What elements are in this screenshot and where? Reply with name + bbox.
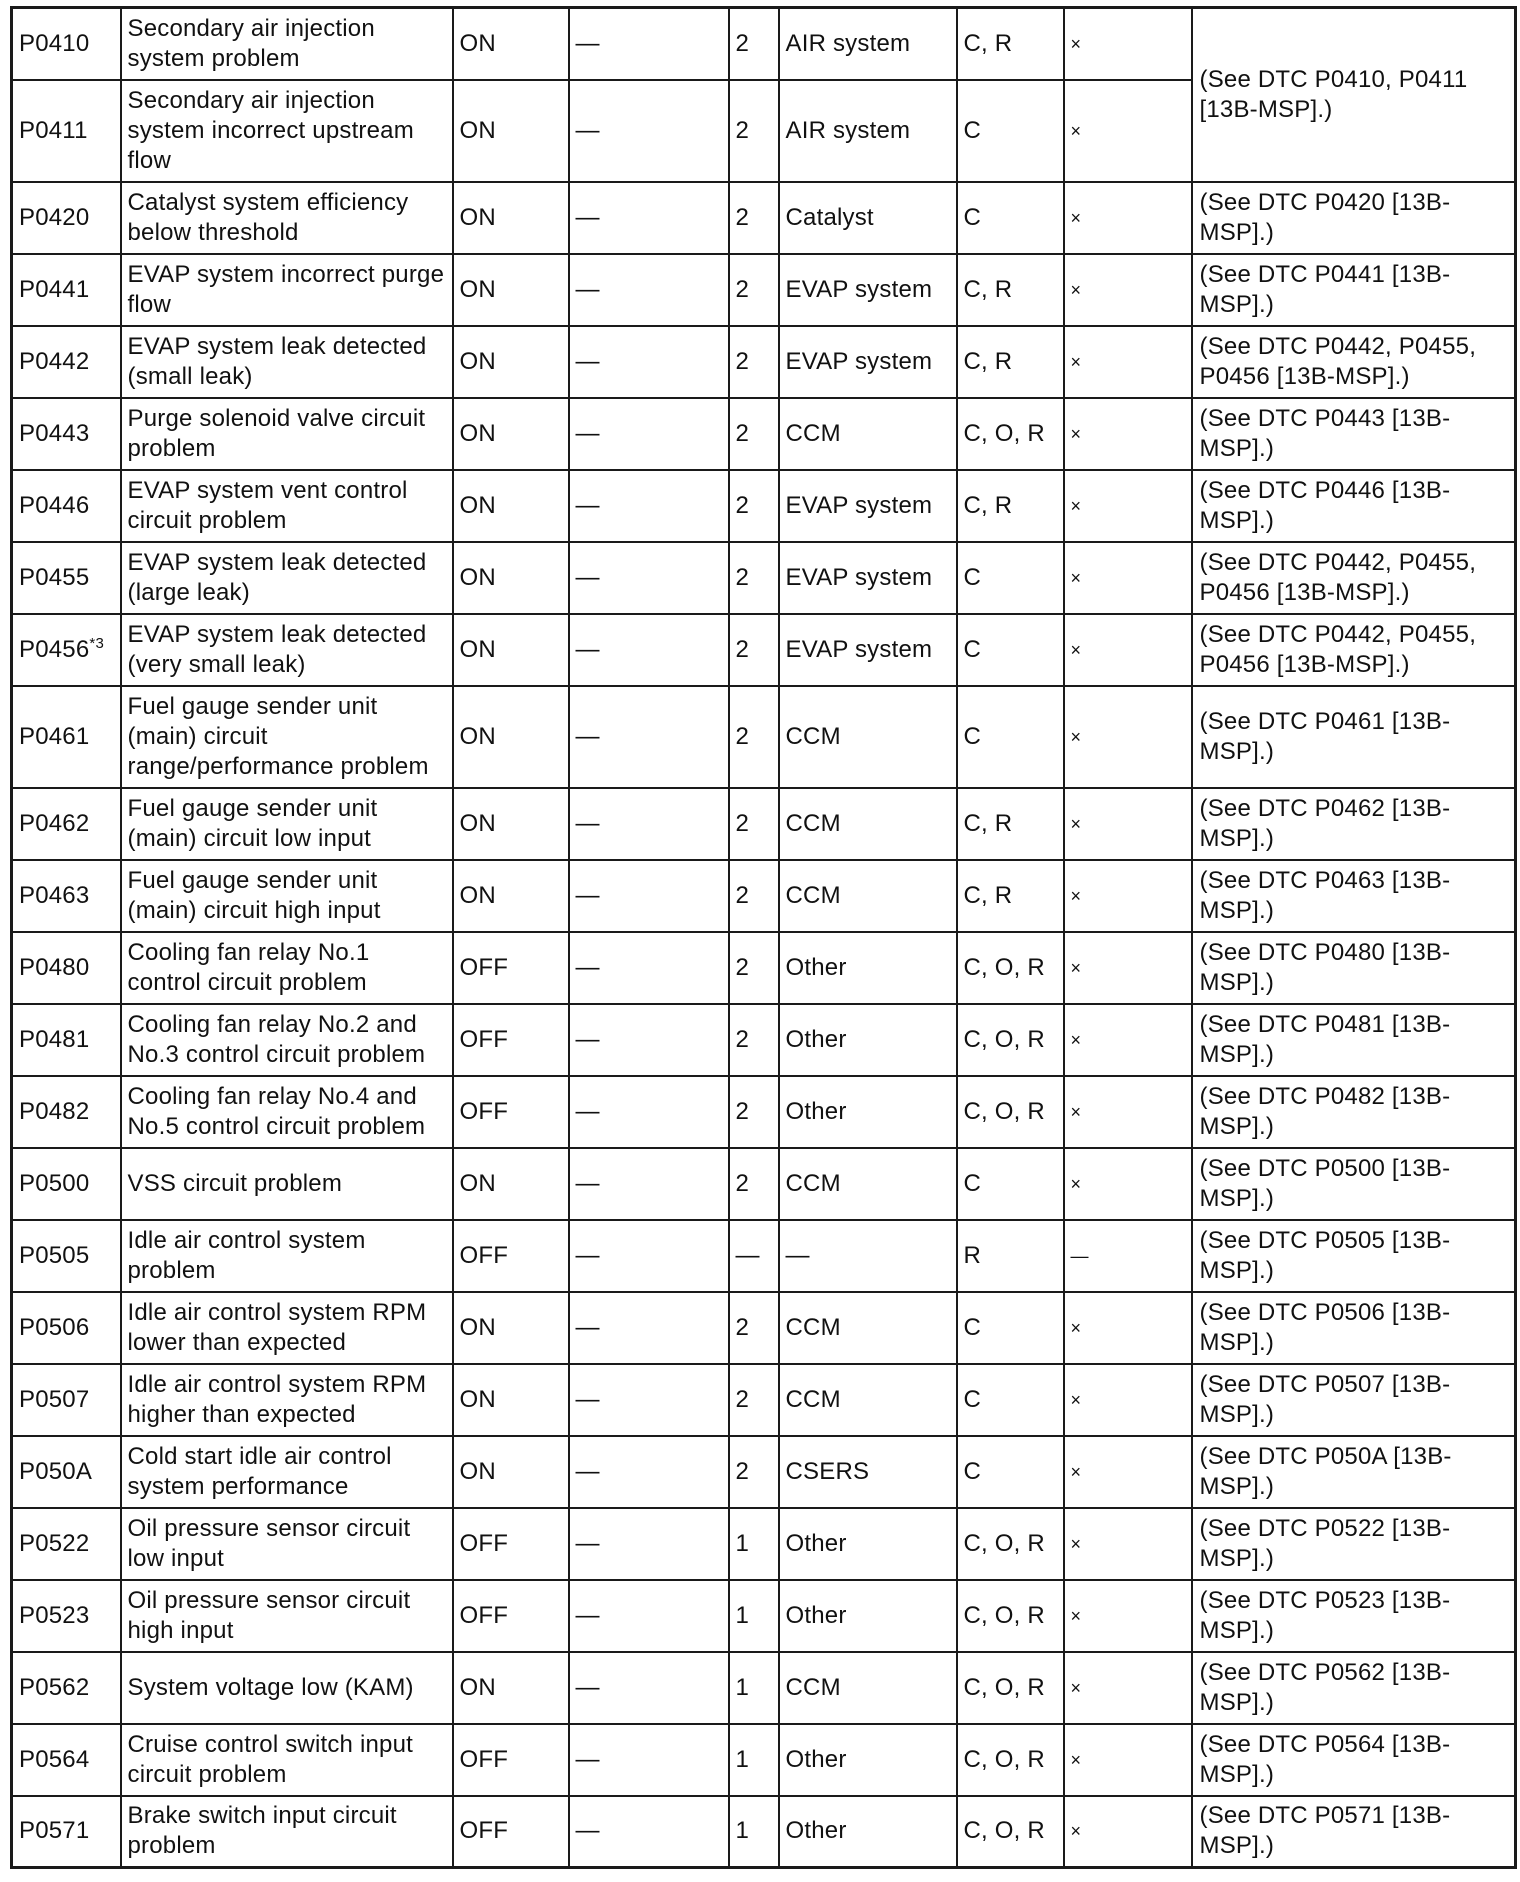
- dc-cell: —: [569, 1508, 729, 1580]
- dc-cell: —: [569, 326, 729, 398]
- trip-cell: 2: [729, 1292, 779, 1364]
- dc-cell: —: [569, 1436, 729, 1508]
- memory-function-cell: C: [957, 1436, 1064, 1508]
- dc-cell: —: [569, 182, 729, 254]
- simulation-cell: —: [1064, 1220, 1192, 1292]
- mil-cell: ON: [453, 80, 569, 182]
- dtc-code: P0500: [19, 1169, 90, 1197]
- memory-function-cell: C, R: [957, 860, 1064, 932]
- dtc-code: P050A: [19, 1457, 93, 1485]
- dc-cell: —: [569, 542, 729, 614]
- table-row: [12, 8, 1516, 80]
- dtc-code: P0455: [19, 563, 90, 591]
- simulation-cell: ×: [1064, 1292, 1192, 1364]
- simulation-cell: ×: [1064, 932, 1192, 1004]
- monitor-item-cell: Other: [779, 1004, 957, 1076]
- condition-cell: EVAP system leak detected (small leak): [121, 326, 453, 398]
- mil-cell: OFF: [453, 1580, 569, 1652]
- monitor-item-cell: Other: [779, 932, 957, 1004]
- dc-cell: —: [569, 470, 729, 542]
- memory-function-cell: C, R: [957, 470, 1064, 542]
- see-page-cell: (See DTC P0562 [13B-MSP].): [1192, 1652, 1516, 1724]
- memory-function-cell: C, O, R: [957, 1580, 1064, 1652]
- dtc-code-cell: [12, 1652, 121, 1724]
- mil-cell: ON: [453, 470, 569, 542]
- dtc-table-body: [12, 8, 1516, 1868]
- dtc-code: P0507: [19, 1385, 90, 1413]
- simulation-cell: ×: [1064, 1796, 1192, 1868]
- simulation-cell: ×: [1064, 80, 1192, 182]
- simulation-cell: ×: [1064, 1652, 1192, 1724]
- simulation-cell: ×: [1064, 1508, 1192, 1580]
- mil-cell: OFF: [453, 1796, 569, 1868]
- table-row: [12, 1364, 1516, 1436]
- table-row: [12, 1580, 1516, 1652]
- mil-cell: ON: [453, 614, 569, 686]
- condition-cell: Cold start idle air control system performance: [121, 1436, 453, 1508]
- mil-cell: ON: [453, 1652, 569, 1724]
- trip-cell: 1: [729, 1796, 779, 1868]
- simulation-cell: ×: [1064, 470, 1192, 542]
- mil-cell: OFF: [453, 1724, 569, 1796]
- monitor-item-cell: EVAP system: [779, 614, 957, 686]
- see-page-cell: (See DTC P0507 [13B-MSP].): [1192, 1364, 1516, 1436]
- mil-cell: ON: [453, 254, 569, 326]
- memory-function-cell: R: [957, 1220, 1064, 1292]
- trip-cell: 2: [729, 614, 779, 686]
- mil-cell: ON: [453, 686, 569, 788]
- mil-cell: ON: [453, 860, 569, 932]
- dc-cell: —: [569, 1220, 729, 1292]
- see-page-cell: (See DTC P0564 [13B-MSP].): [1192, 1724, 1516, 1796]
- dtc-code: P0571: [19, 1817, 90, 1845]
- dtc-code-cell: [12, 182, 121, 254]
- dc-cell: —: [569, 1580, 729, 1652]
- see-page-cell: (See DTC P0442, P0455, P0456 [13B-MSP].): [1192, 326, 1516, 398]
- condition-cell: Catalyst system efficiency below threshold: [121, 182, 453, 254]
- dc-cell: —: [569, 1004, 729, 1076]
- simulation-cell: ×: [1064, 254, 1192, 326]
- monitor-item-cell: EVAP system: [779, 470, 957, 542]
- mil-cell: OFF: [453, 1076, 569, 1148]
- simulation-cell: ×: [1064, 398, 1192, 470]
- trip-cell: 1: [729, 1580, 779, 1652]
- monitor-item-cell: CCM: [779, 1148, 957, 1220]
- mil-cell: ON: [453, 1364, 569, 1436]
- table-row: [12, 254, 1516, 326]
- condition-cell: Fuel gauge sender unit (main) circuit high input: [121, 860, 453, 932]
- memory-function-cell: C, O, R: [957, 1652, 1064, 1724]
- condition-cell: Oil pressure sensor circuit high input: [121, 1580, 453, 1652]
- dc-cell: —: [569, 932, 729, 1004]
- dtc-code: P0456: [19, 635, 90, 663]
- mil-cell: ON: [453, 326, 569, 398]
- table-row: [12, 860, 1516, 932]
- condition-cell: EVAP system leak detected (very small leak): [121, 614, 453, 686]
- trip-cell: 2: [729, 326, 779, 398]
- dtc-code-cell: [12, 788, 121, 860]
- dc-cell: —: [569, 1652, 729, 1724]
- table-row: [12, 1076, 1516, 1148]
- see-page-cell: (See DTC P0505 [13B-MSP].): [1192, 1220, 1516, 1292]
- see-page-cell: (See DTC P0506 [13B-MSP].): [1192, 1292, 1516, 1364]
- table-row: [12, 1148, 1516, 1220]
- simulation-cell: ×: [1064, 1076, 1192, 1148]
- dtc-code: P0446: [19, 491, 90, 519]
- memory-function-cell: C: [957, 686, 1064, 788]
- dtc-code-cell: [12, 1724, 121, 1796]
- table-row: [12, 1292, 1516, 1364]
- table-row: [12, 932, 1516, 1004]
- monitor-item-cell: Other: [779, 1076, 957, 1148]
- trip-cell: 2: [729, 80, 779, 182]
- trip-cell: 2: [729, 686, 779, 788]
- table-row: [12, 182, 1516, 254]
- see-page-cell: (See DTC P0446 [13B-MSP].): [1192, 470, 1516, 542]
- condition-cell: Fuel gauge sender unit (main) circuit range/performance problem: [121, 686, 453, 788]
- dtc-code-cell: [12, 80, 121, 182]
- see-page-cell: (See DTC P0410, P0411 [13B-MSP].): [1192, 8, 1516, 182]
- mil-cell: OFF: [453, 1508, 569, 1580]
- dtc-code-cell: [12, 1076, 121, 1148]
- condition-cell: Cruise control switch input circuit problem: [121, 1724, 453, 1796]
- see-page-cell: (See DTC P0571 [13B-MSP].): [1192, 1796, 1516, 1868]
- monitor-item-cell: Catalyst: [779, 182, 957, 254]
- dtc-code-cell: [12, 326, 121, 398]
- dtc-code: P0442: [19, 347, 90, 375]
- see-page-cell: (See DTC P0500 [13B-MSP].): [1192, 1148, 1516, 1220]
- condition-cell: Idle air control system problem: [121, 1220, 453, 1292]
- see-page-cell: (See DTC P0442, P0455, P0456 [13B-MSP].): [1192, 614, 1516, 686]
- dtc-code: P0410: [19, 29, 90, 57]
- memory-function-cell: C, R: [957, 8, 1064, 80]
- monitor-item-cell: EVAP system: [779, 326, 957, 398]
- see-page-cell: (See DTC P0462 [13B-MSP].): [1192, 788, 1516, 860]
- mil-cell: OFF: [453, 932, 569, 1004]
- memory-function-cell: C, R: [957, 788, 1064, 860]
- monitor-item-cell: AIR system: [779, 8, 957, 80]
- dc-cell: —: [569, 254, 729, 326]
- simulation-cell: ×: [1064, 1724, 1192, 1796]
- dc-cell: —: [569, 80, 729, 182]
- simulation-cell: ×: [1064, 542, 1192, 614]
- simulation-cell: ×: [1064, 1580, 1192, 1652]
- condition-cell: Oil pressure sensor circuit low input: [121, 1508, 453, 1580]
- memory-function-cell: C, O, R: [957, 398, 1064, 470]
- see-page-cell: (See DTC P050A [13B-MSP].): [1192, 1436, 1516, 1508]
- see-page-cell: (See DTC P0522 [13B-MSP].): [1192, 1508, 1516, 1580]
- condition-cell: Brake switch input circuit problem: [121, 1796, 453, 1868]
- table-row: [12, 1652, 1516, 1724]
- condition-cell: EVAP system vent control circuit problem: [121, 470, 453, 542]
- trip-cell: 2: [729, 542, 779, 614]
- memory-function-cell: C: [957, 80, 1064, 182]
- dtc-code-cell: [12, 686, 121, 788]
- trip-cell: 2: [729, 1076, 779, 1148]
- dtc-code-cell: [12, 1508, 121, 1580]
- dc-cell: —: [569, 1364, 729, 1436]
- dtc-code-cell: [12, 398, 121, 470]
- dtc-code-cell: [12, 1796, 121, 1868]
- condition-cell: Secondary air injection system problem: [121, 8, 453, 80]
- trip-cell: 2: [729, 1436, 779, 1508]
- monitor-item-cell: Other: [779, 1508, 957, 1580]
- monitor-item-cell: CCM: [779, 860, 957, 932]
- dtc-code-cell: [12, 8, 121, 80]
- dtc-code-cell: [12, 860, 121, 932]
- simulation-cell: ×: [1064, 614, 1192, 686]
- simulation-cell: ×: [1064, 326, 1192, 398]
- monitor-item-cell: CCM: [779, 1652, 957, 1724]
- memory-function-cell: C, O, R: [957, 1004, 1064, 1076]
- condition-cell: Cooling fan relay No.1 control circuit problem: [121, 932, 453, 1004]
- memory-function-cell: C, R: [957, 254, 1064, 326]
- dc-cell: —: [569, 1724, 729, 1796]
- dc-cell: —: [569, 1796, 729, 1868]
- see-page-cell: (See DTC P0461 [13B-MSP].): [1192, 686, 1516, 788]
- mil-cell: OFF: [453, 1220, 569, 1292]
- trip-cell: 2: [729, 1004, 779, 1076]
- see-page-cell: (See DTC P0480 [13B-MSP].): [1192, 932, 1516, 1004]
- dtc-code-cell: [12, 1436, 121, 1508]
- table-row: [12, 1436, 1516, 1508]
- mil-cell: ON: [453, 1148, 569, 1220]
- dtc-code: P0463: [19, 881, 90, 909]
- dc-cell: —: [569, 8, 729, 80]
- simulation-cell: ×: [1064, 8, 1192, 80]
- condition-cell: Idle air control system RPM higher than expected: [121, 1364, 453, 1436]
- monitor-item-cell: Other: [779, 1724, 957, 1796]
- see-page-cell: (See DTC P0481 [13B-MSP].): [1192, 1004, 1516, 1076]
- memory-function-cell: C: [957, 1364, 1064, 1436]
- dc-cell: —: [569, 1292, 729, 1364]
- monitor-item-cell: Other: [779, 1580, 957, 1652]
- condition-cell: Secondary air injection system incorrect upstream flow: [121, 80, 453, 182]
- memory-function-cell: C: [957, 182, 1064, 254]
- monitor-item-cell: CCM: [779, 398, 957, 470]
- trip-cell: 2: [729, 8, 779, 80]
- dc-cell: —: [569, 1076, 729, 1148]
- see-page-cell: (See DTC P0443 [13B-MSP].): [1192, 398, 1516, 470]
- trip-cell: 1: [729, 1652, 779, 1724]
- simulation-cell: ×: [1064, 788, 1192, 860]
- mil-cell: ON: [453, 182, 569, 254]
- simulation-cell: ×: [1064, 1436, 1192, 1508]
- monitor-item-cell: CCM: [779, 1364, 957, 1436]
- memory-function-cell: C, O, R: [957, 1724, 1064, 1796]
- trip-cell: 2: [729, 932, 779, 1004]
- table-row: [12, 1796, 1516, 1868]
- table-row: [12, 542, 1516, 614]
- mil-cell: OFF: [453, 1004, 569, 1076]
- mil-cell: ON: [453, 1436, 569, 1508]
- dc-cell: —: [569, 398, 729, 470]
- trip-cell: 2: [729, 398, 779, 470]
- mil-cell: ON: [453, 542, 569, 614]
- simulation-cell: ×: [1064, 182, 1192, 254]
- dtc-code: P0505: [19, 1241, 90, 1269]
- dtc-code: P0411: [19, 116, 88, 144]
- dtc-code-cell: [12, 1292, 121, 1364]
- dtc-code: P0420: [19, 203, 90, 231]
- dtc-code-cell: [12, 1220, 121, 1292]
- dtc-code-cell: [12, 470, 121, 542]
- dc-cell: —: [569, 686, 729, 788]
- monitor-item-cell: EVAP system: [779, 254, 957, 326]
- dc-cell: —: [569, 1148, 729, 1220]
- trip-cell: 2: [729, 788, 779, 860]
- memory-function-cell: C, O, R: [957, 1796, 1064, 1868]
- memory-function-cell: C: [957, 542, 1064, 614]
- trip-cell: 2: [729, 470, 779, 542]
- table-row: [12, 614, 1516, 686]
- memory-function-cell: C, O, R: [957, 1508, 1064, 1580]
- dtc-code-cell: [12, 614, 121, 686]
- dtc-code-cell: [12, 542, 121, 614]
- dtc-code: P0562: [19, 1673, 90, 1701]
- mil-cell: ON: [453, 1292, 569, 1364]
- dtc-code: P0522: [19, 1529, 90, 1557]
- dtc-code-cell: [12, 254, 121, 326]
- monitor-item-cell: CCM: [779, 1292, 957, 1364]
- table-row: [12, 686, 1516, 788]
- table-row: [12, 326, 1516, 398]
- table-row: [12, 1508, 1516, 1580]
- mil-cell: ON: [453, 398, 569, 470]
- simulation-cell: ×: [1064, 1148, 1192, 1220]
- simulation-cell: ×: [1064, 1004, 1192, 1076]
- table-row: [12, 470, 1516, 542]
- see-page-cell: (See DTC P0420 [13B-MSP].): [1192, 182, 1516, 254]
- trip-cell: 1: [729, 1508, 779, 1580]
- condition-cell: Idle air control system RPM lower than expected: [121, 1292, 453, 1364]
- condition-cell: EVAP system leak detected (large leak): [121, 542, 453, 614]
- condition-cell: Fuel gauge sender unit (main) circuit low input: [121, 788, 453, 860]
- memory-function-cell: C: [957, 1148, 1064, 1220]
- monitor-item-cell: CSERS: [779, 1436, 957, 1508]
- dc-cell: —: [569, 860, 729, 932]
- monitor-item-cell: CCM: [779, 686, 957, 788]
- condition-cell: VSS circuit problem: [121, 1148, 453, 1220]
- table-row: [12, 1724, 1516, 1796]
- simulation-cell: ×: [1064, 860, 1192, 932]
- dtc-code-cell: [12, 1004, 121, 1076]
- condition-cell: System voltage low (KAM): [121, 1652, 453, 1724]
- see-page-cell: (See DTC P0442, P0455, P0456 [13B-MSP].): [1192, 542, 1516, 614]
- monitor-item-cell: CCM: [779, 788, 957, 860]
- mil-cell: ON: [453, 8, 569, 80]
- footnote-marker: *3: [89, 634, 104, 652]
- condition-cell: Cooling fan relay No.2 and No.3 control circuit problem: [121, 1004, 453, 1076]
- dtc-code: P0523: [19, 1601, 90, 1629]
- memory-function-cell: C: [957, 1292, 1064, 1364]
- monitor-item-cell: Other: [779, 1796, 957, 1868]
- dtc-code-cell: [12, 1580, 121, 1652]
- dtc-code-cell: [12, 1148, 121, 1220]
- memory-function-cell: C, R: [957, 326, 1064, 398]
- dtc-code: P0564: [19, 1745, 90, 1773]
- memory-function-cell: C: [957, 614, 1064, 686]
- memory-function-cell: C, O, R: [957, 1076, 1064, 1148]
- table-row: [12, 1004, 1516, 1076]
- trip-cell: 2: [729, 254, 779, 326]
- dtc-table: [10, 6, 1517, 1869]
- trip-cell: 2: [729, 1148, 779, 1220]
- dtc-code-cell: [12, 1364, 121, 1436]
- memory-function-cell: C, O, R: [957, 932, 1064, 1004]
- dtc-code: P0482: [19, 1097, 90, 1125]
- see-page-cell: (See DTC P0463 [13B-MSP].): [1192, 860, 1516, 932]
- see-page-cell: (See DTC P0482 [13B-MSP].): [1192, 1076, 1516, 1148]
- simulation-cell: ×: [1064, 1364, 1192, 1436]
- table-row: [12, 788, 1516, 860]
- condition-cell: Cooling fan relay No.4 and No.5 control circuit problem: [121, 1076, 453, 1148]
- dtc-code: P0461: [19, 722, 90, 750]
- condition-cell: Purge solenoid valve circuit problem: [121, 398, 453, 470]
- dtc-code: P0481: [19, 1025, 90, 1053]
- trip-cell: 2: [729, 1364, 779, 1436]
- dc-cell: —: [569, 788, 729, 860]
- dtc-code: P0443: [19, 419, 90, 447]
- see-page-cell: (See DTC P0523 [13B-MSP].): [1192, 1580, 1516, 1652]
- condition-cell: EVAP system incorrect purge flow: [121, 254, 453, 326]
- monitor-item-cell: EVAP system: [779, 542, 957, 614]
- table-row: [12, 1220, 1516, 1292]
- table-row: [12, 398, 1516, 470]
- dtc-code: P0441: [19, 275, 90, 303]
- dtc-code-cell: [12, 932, 121, 1004]
- monitor-item-cell: —: [779, 1220, 957, 1292]
- trip-cell: 1: [729, 1724, 779, 1796]
- monitor-item-cell: AIR system: [779, 80, 957, 182]
- trip-cell: —: [729, 1220, 779, 1292]
- see-page-cell: (See DTC P0441 [13B-MSP].): [1192, 254, 1516, 326]
- trip-cell: 2: [729, 860, 779, 932]
- dtc-code: P0506: [19, 1313, 90, 1341]
- trip-cell: 2: [729, 182, 779, 254]
- dc-cell: —: [569, 614, 729, 686]
- mil-cell: ON: [453, 788, 569, 860]
- dtc-code: P0480: [19, 953, 90, 981]
- simulation-cell: ×: [1064, 686, 1192, 788]
- dtc-code: P0462: [19, 809, 90, 837]
